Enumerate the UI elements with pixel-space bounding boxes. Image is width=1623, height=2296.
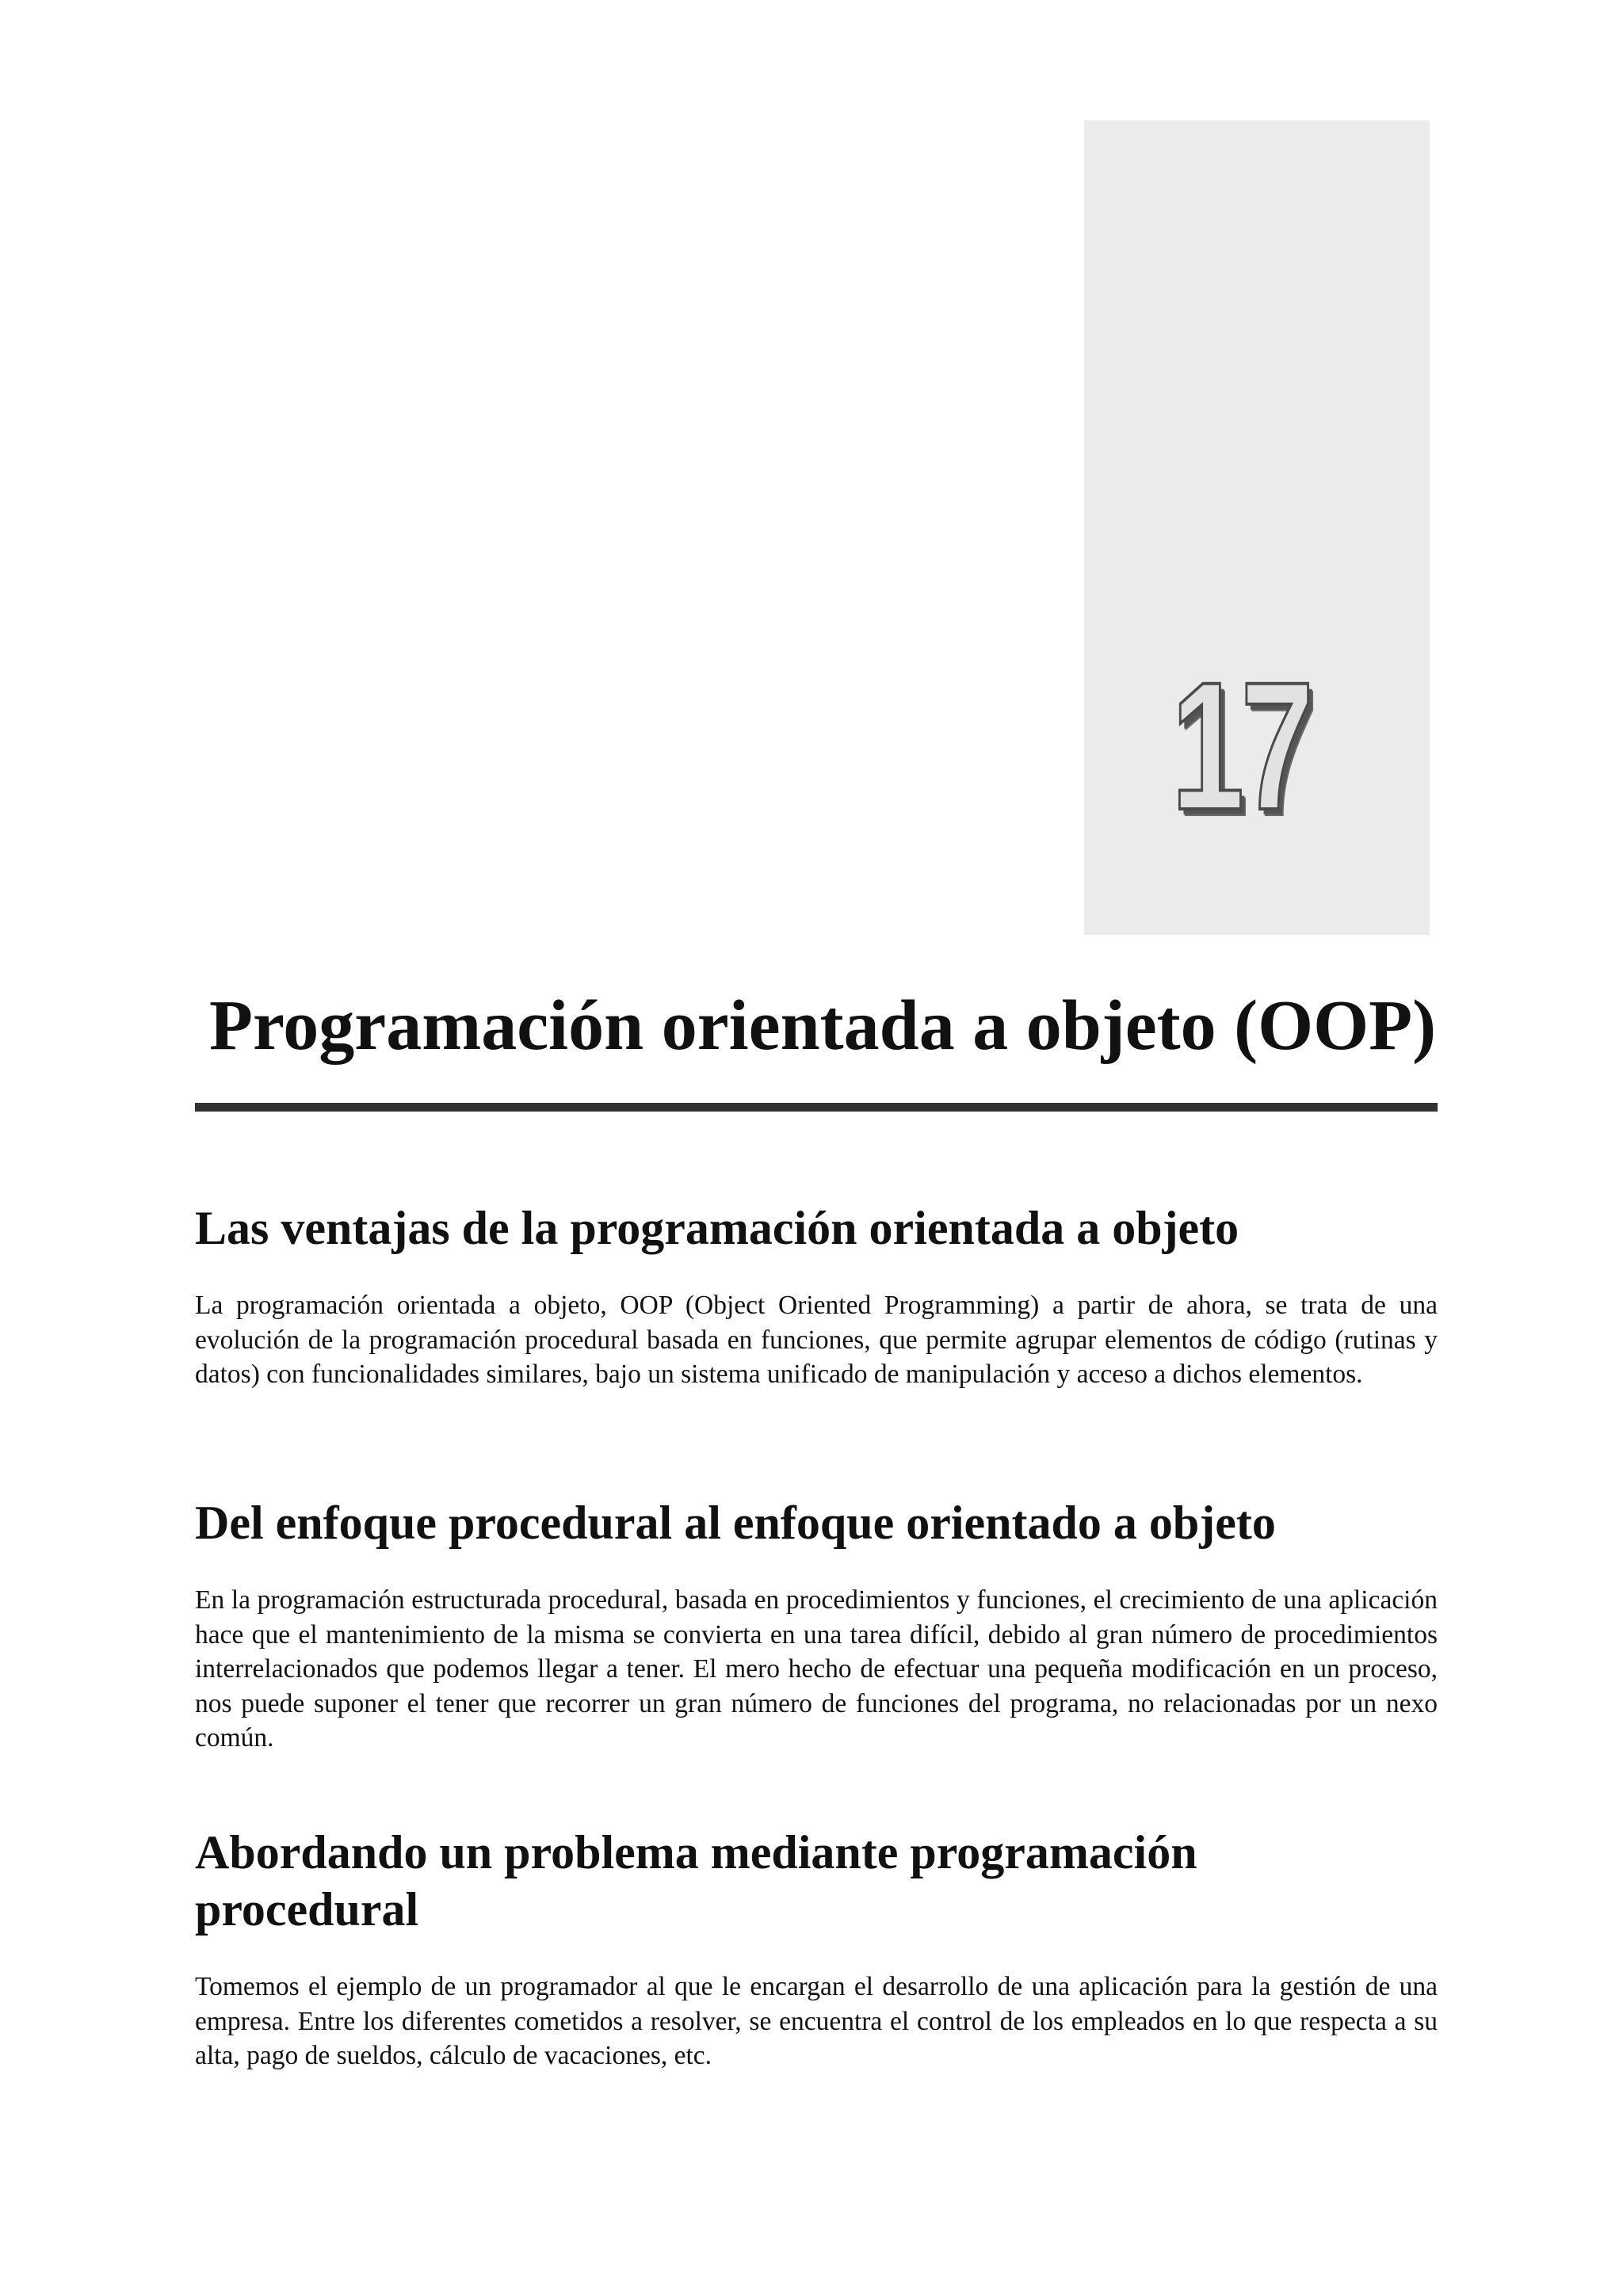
section-heading-enfoque: Del enfoque procedural al enfoque orientado a objeto <box>195 1497 1276 1549</box>
section-body-enfoque: En la programación estructurada procedural, basada en procedimientos y funciones, el crecimiento de una aplicación hace que el mantenimiento de la misma se convierta en una tarea difícil, debido al gran número de procedimientos interrelacionados que podemos llegar a tener. El mero hecho de efectuar una pequeña modificación en un proceso, nos puede suponer el tener que recorrer un gran número de funciones del programa, no relacionadas por un nexo común. <box>195 1585 1438 1753</box>
title-divider <box>195 1103 1438 1112</box>
section-heading-ventajas: Las ventajas de la programación orientada a objeto <box>195 1202 1239 1254</box>
section-body-abordando: Tomemos el ejemplo de un programador al que le encargan el desarrollo de una aplicación para la gestión de una empresa. Entre los diferentes cometidos a resolver, se encuentra el control de los empleados en lo que respecta a su alta, pago de sueldos, cálculo de vacaciones, etc. <box>195 1972 1438 2070</box>
section-body-ventajas: La programación orientada a objeto, OOP (Object Oriented Programming) a partir de ahora, se trata de una evolución de la programación procedural basada en funciones, que permite agrupar elementos de código (rutinas y datos) con funcionalidades similares, bajo un sistema unificado de manipulación y acceso a dichos elementos. <box>195 1291 1438 1389</box>
chapter-number: 17 <box>1171 644 1311 848</box>
chapter-title: Programación orientada a objeto (OOP) <box>209 986 1437 1065</box>
section-heading-abordando: Abordando un problema mediante programación procedural <box>195 1826 1197 1936</box>
